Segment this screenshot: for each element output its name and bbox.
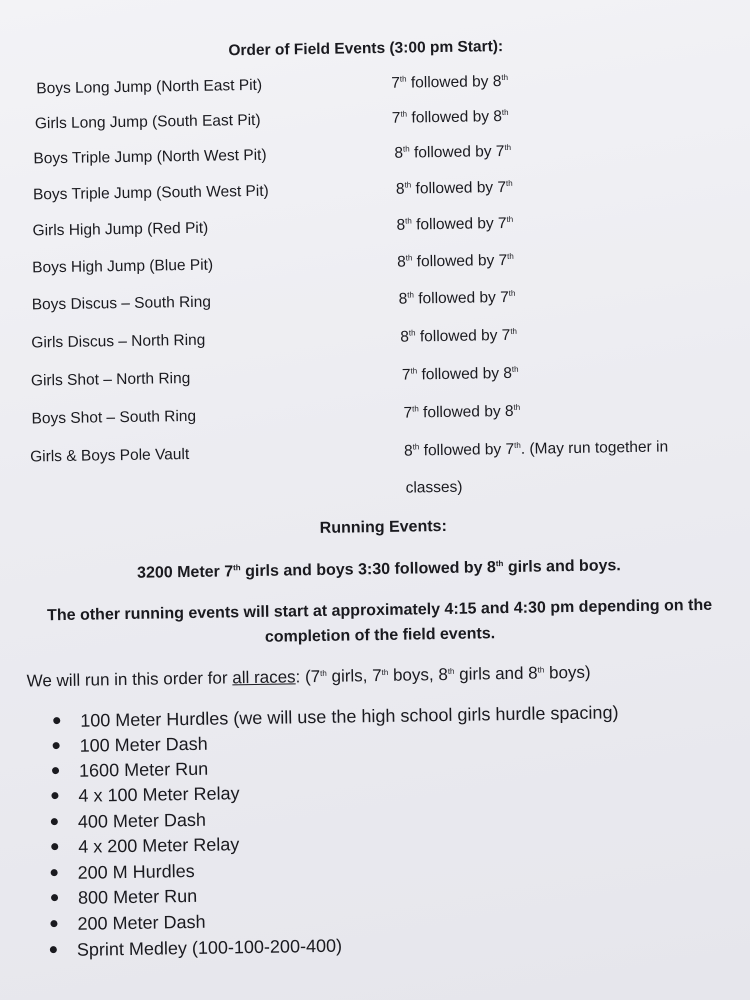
race-list-item bbox=[52, 759, 208, 782]
field-event-row bbox=[5, 285, 750, 321]
field-event-name: Girls Discus – North Ring bbox=[31, 331, 206, 352]
race-list-item bbox=[50, 912, 205, 935]
race-name: 800 Meter Run bbox=[77, 885, 198, 908]
field-event-name: Boys Shot – South Ring bbox=[31, 407, 197, 428]
field-event-row bbox=[1, 69, 750, 105]
field-event-name: Boys Long Jump (North East Pit) bbox=[36, 76, 263, 98]
pole-vault-continuation: classes) bbox=[405, 478, 463, 497]
field-event-row bbox=[3, 211, 750, 247]
field-event-row bbox=[6, 399, 750, 435]
bullet-icon bbox=[51, 818, 58, 825]
bullet-icon bbox=[51, 843, 58, 850]
race-name: 100 Meter Dash bbox=[79, 733, 208, 756]
field-event-order: 8th followed by 7th bbox=[398, 288, 516, 308]
bullet-icon bbox=[52, 767, 59, 774]
race-list-item bbox=[51, 783, 239, 807]
field-event-row bbox=[2, 104, 750, 140]
race-name: 400 Meter Dash bbox=[77, 809, 207, 832]
field-event-name: Girls High Jump (Red Pit) bbox=[32, 219, 209, 240]
race-order-line: We will run in this order for all races: (7th girls, 7th boys, 8th girls and 8th boys) bbox=[26, 662, 591, 691]
field-event-order: 8th followed by 7th bbox=[395, 178, 513, 198]
field-event-order: 7th followed by 8th bbox=[391, 107, 509, 127]
race-list-item bbox=[51, 810, 206, 833]
field-event-row bbox=[2, 139, 750, 175]
race-list-item bbox=[51, 834, 239, 858]
field-event-name: Boys Triple Jump (South West Pit) bbox=[32, 182, 269, 204]
field-event-row bbox=[7, 437, 750, 473]
field-event-row bbox=[4, 248, 750, 284]
bullet-icon bbox=[51, 869, 58, 876]
bullet-icon bbox=[50, 946, 57, 953]
race-name: 200 Meter Dash bbox=[77, 911, 206, 934]
race-name: Sprint Medley (100-100-200-400) bbox=[76, 935, 343, 960]
field-event-name: Boys High Jump (Blue Pit) bbox=[32, 256, 214, 277]
field-event-order: 8th followed by 7th bbox=[400, 326, 518, 346]
other-running-events-note: The other running events will start at approximately 4:15 and 4:30 pm depending on the completion of the field events. bbox=[46, 596, 713, 646]
field-event-row bbox=[3, 175, 750, 211]
field-event-order: 8th followed by 7th bbox=[394, 142, 512, 162]
race-list-item bbox=[51, 886, 197, 909]
field-event-name: Boys Triple Jump (North West Pit) bbox=[33, 146, 267, 168]
field-event-order: 7th followed by 8th bbox=[403, 402, 521, 422]
race-list-item bbox=[53, 702, 619, 732]
race-name: 100 Meter Hurdles (we will use the high school girls hurdle spacing) bbox=[80, 702, 619, 731]
field-event-name: Girls & Boys Pole Vault bbox=[30, 445, 190, 466]
race-name: 4 x 100 Meter Relay bbox=[78, 783, 240, 806]
field-event-order: 8th followed by 7th bbox=[396, 214, 514, 234]
race-list-item bbox=[50, 936, 342, 962]
field-event-name: Girls Shot – North Ring bbox=[30, 369, 191, 390]
field-event-order: 8th followed by 7th. (May run together in bbox=[403, 438, 669, 460]
bullet-icon bbox=[50, 920, 57, 927]
running-events-heading: Running Events: bbox=[319, 517, 447, 537]
field-event-order: 8th followed by 7th bbox=[396, 251, 514, 271]
field-event-order: 7th followed by 8th bbox=[401, 364, 519, 384]
bullet-icon bbox=[51, 894, 58, 901]
field-events-title: Order of Field Events (3:00 pm Start): bbox=[228, 37, 504, 60]
all-races-underlined: all races bbox=[232, 667, 296, 688]
field-event-row bbox=[6, 361, 750, 397]
bullet-icon bbox=[53, 717, 60, 724]
race-order-list bbox=[11, 700, 750, 960]
3200-meter-note: 3200 Meter 7th girls and boys 3:30 followed by 8th girls and boys. bbox=[136, 557, 621, 582]
field-event-name: Boys Discus – South Ring bbox=[31, 293, 212, 314]
race-list-item bbox=[53, 734, 208, 757]
race-name: 1600 Meter Run bbox=[78, 758, 209, 781]
race-list-item bbox=[51, 861, 195, 884]
field-event-name: Girls Long Jump (South East Pit) bbox=[34, 111, 261, 133]
race-name: 4 x 200 Meter Relay bbox=[78, 834, 240, 857]
race-name: 200 M Hurdles bbox=[77, 860, 195, 883]
bullet-icon bbox=[53, 742, 60, 749]
field-event-row bbox=[5, 323, 750, 359]
bullet-icon bbox=[51, 792, 58, 799]
field-event-order: 7th followed by 8th bbox=[391, 72, 509, 92]
